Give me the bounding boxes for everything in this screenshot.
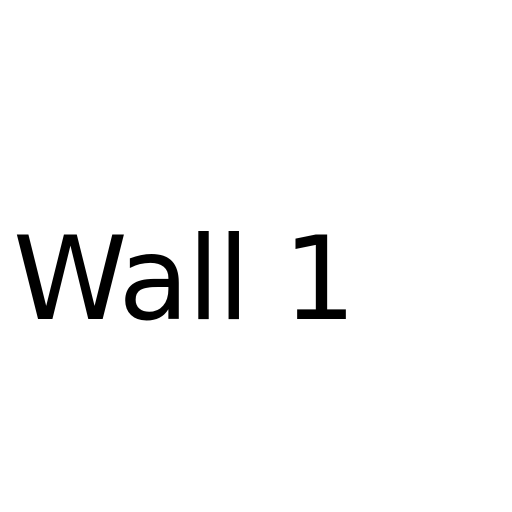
- wall-label: Wall 1: [13, 212, 355, 347]
